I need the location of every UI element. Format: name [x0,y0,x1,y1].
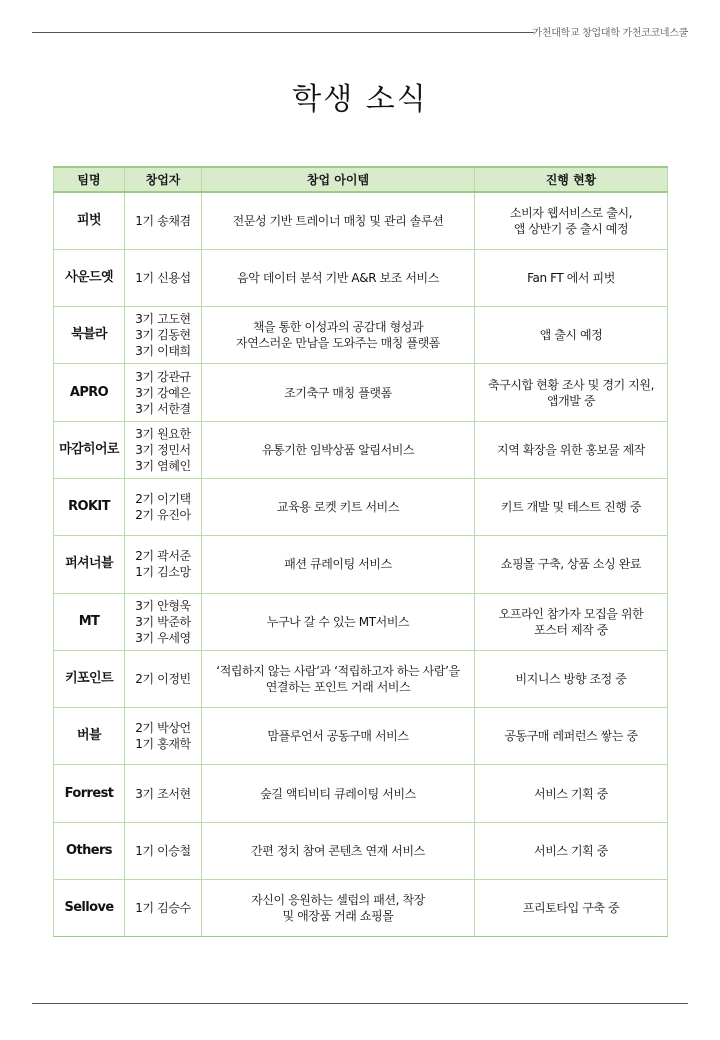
item-cell [202,650,475,707]
table-row [54,765,668,822]
status-text: 비지니스 방향 조정 중 [515,672,627,687]
founder-name: 1기 신용섭 [135,270,191,285]
item-text: 유통기한 임박상품 알림서비스 [261,442,415,457]
founder-name: 1기 홍재학 [135,737,191,752]
founder-name: 3기 이태희 [135,344,191,359]
table-row [54,192,668,249]
founder-name: 2기 곽서준 [135,549,191,564]
team-name: 버블 [54,708,125,765]
team-name: 마감히어로 [54,421,125,478]
founders-cell [125,822,202,879]
table-row [54,650,668,707]
item-text: 누구나 갈 수 있는 MT서비스 [266,614,410,629]
founders-cell [125,765,202,822]
table-body [54,192,668,937]
status-text: 앱개발 중 [546,393,596,408]
item-text: 맘플루언서 공동구매 서비스 [267,729,409,744]
status-cell [475,880,668,937]
item-cell [202,364,475,421]
table-row [54,364,668,421]
founder-name: 3기 조서현 [135,786,191,801]
status-cell [475,478,668,535]
team-name: Sellove [54,880,125,937]
founder-name: 3기 염혜인 [135,458,191,473]
item-text: 및 애장품 거래 쇼핑몰 [282,909,394,924]
founder-name: 3기 박준하 [135,614,191,629]
item-text: 연결하는 포인트 거래 서비스 [265,680,411,695]
column-header-item: 창업 아이템 [202,167,475,192]
item-text: 전문성 기반 트레이너 매칭 및 관리 솔루션 [232,213,444,228]
item-text: 조기축구 매칭 플랫폼 [284,385,392,400]
startup-table [53,166,668,937]
founders-cell [125,307,202,364]
column-header-status: 진행 현황 [475,167,668,192]
header-text: 가천대학교 창업대학 가천코코네스쿨 [532,28,688,39]
table-row [54,708,668,765]
founder-name: 2기 유진아 [135,508,191,523]
status-cell [475,765,668,822]
team-name: 피벗 [54,192,125,249]
status-text: 오프라인 참가자 모집을 위한 [498,606,644,621]
item-cell [202,593,475,650]
founders-cell [125,880,202,937]
founder-name: 3기 안형욱 [135,598,191,613]
status-cell [475,192,668,249]
status-text: Fan FT 에서 피벗 [527,270,615,285]
table-header-row [54,167,668,192]
item-cell [202,421,475,478]
table-row [54,307,668,364]
table-row [54,249,668,306]
status-text: 쇼핑몰 구축, 상품 소싱 완료 [500,557,642,572]
table-row [54,478,668,535]
table-row [54,536,668,593]
status-text: 프리토타입 구축 중 [522,901,620,916]
item-text: 패션 큐레이팅 서비스 [284,557,392,572]
page-header [32,22,688,42]
team-name: 사운드옛 [54,249,125,306]
item-text: 숲길 액티비티 큐레이팅 서비스 [260,786,416,801]
team-name: Others [54,822,125,879]
founders-cell [125,364,202,421]
item-text: 자신이 응원하는 셀럽의 패션, 착장 [251,893,425,908]
founders-cell [125,421,202,478]
founder-name: 1기 김승수 [135,901,191,916]
team-name: APRO [54,364,125,421]
column-header-team: 팀명 [54,167,125,192]
founder-name: 2기 이기택 [135,492,191,507]
team-name: 북블라 [54,307,125,364]
team-name: Forrest [54,765,125,822]
team-name: 퍼셔너블 [54,536,125,593]
founder-name: 3기 강예은 [135,385,191,400]
status-cell [475,593,668,650]
item-cell [202,708,475,765]
footer-divider [32,1003,688,1004]
item-text: 자연스러운 만남을 도와주는 매칭 플랫폼 [236,336,440,351]
item-cell [202,765,475,822]
team-name: MT [54,593,125,650]
founders-cell [125,593,202,650]
status-text: 지역 확장을 위한 홍보물 제작 [497,442,645,457]
status-cell [475,364,668,421]
item-text: 교육용 로켓 키트 서비스 [276,500,400,515]
founders-cell [125,708,202,765]
item-cell [202,192,475,249]
founder-name: 3기 강관규 [135,369,191,384]
table-row [54,822,668,879]
status-cell [475,249,668,306]
table-row [54,880,668,937]
item-cell [202,249,475,306]
founder-name: 3기 고도현 [135,312,191,327]
status-text: 축구시합 현황 조사 및 경기 지원, [488,377,654,392]
item-cell [202,822,475,879]
item-cell [202,536,475,593]
team-name: 키포인트 [54,650,125,707]
status-cell [475,307,668,364]
status-text: 소비자 웹서비스로 출시, [509,205,633,220]
page-title: 학생 소식 [292,82,428,117]
table-row [54,593,668,650]
status-text: 서비스 기획 중 [534,786,608,801]
status-text: 키트 개발 및 테스트 진행 중 [500,500,642,515]
founder-name: 1기 이승철 [135,843,191,858]
team-name: ROKIT [54,478,125,535]
status-cell [475,536,668,593]
status-text: 공동구매 레퍼런스 쌓는 중 [504,729,638,744]
founder-name: 3기 원요한 [135,426,191,441]
founder-name: 3기 우세영 [135,630,191,645]
item-text: ‘적립하지 않는 사람’과 ‘적립하고자 하는 사람’을 [216,664,460,679]
status-text: 서비스 기획 중 [534,843,608,858]
item-text: 음악 데이터 분석 기반 A&R 보조 서비스 [237,270,439,285]
founders-cell [125,192,202,249]
status-cell [475,822,668,879]
item-cell [202,307,475,364]
status-text: 앱 출시 예정 [539,328,603,343]
status-cell [475,708,668,765]
column-header-founders: 창업자 [125,167,202,192]
item-cell [202,880,475,937]
founders-cell [125,249,202,306]
status-cell [475,421,668,478]
founders-cell [125,650,202,707]
founder-name: 1기 송채겸 [135,213,191,228]
founder-name: 3기 김동현 [135,328,191,343]
table-row [54,421,668,478]
item-cell [202,478,475,535]
item-text: 책을 통한 이성과의 공감대 형성과 [252,320,424,335]
founder-name: 3기 정민서 [135,442,191,457]
founders-cell [125,536,202,593]
status-text: 앱 상반기 중 출시 예정 [513,221,629,236]
item-text: 간편 정치 참여 콘텐츠 연재 서비스 [251,843,425,858]
founder-name: 1기 김소망 [135,565,191,580]
founders-cell [125,478,202,535]
founder-name: 2기 이정빈 [135,672,191,687]
status-text: 포스터 제작 중 [534,622,608,637]
header-divider [32,32,534,33]
founder-name: 2기 박상언 [135,721,191,736]
status-cell [475,650,668,707]
founder-name: 3기 서한결 [135,401,191,416]
